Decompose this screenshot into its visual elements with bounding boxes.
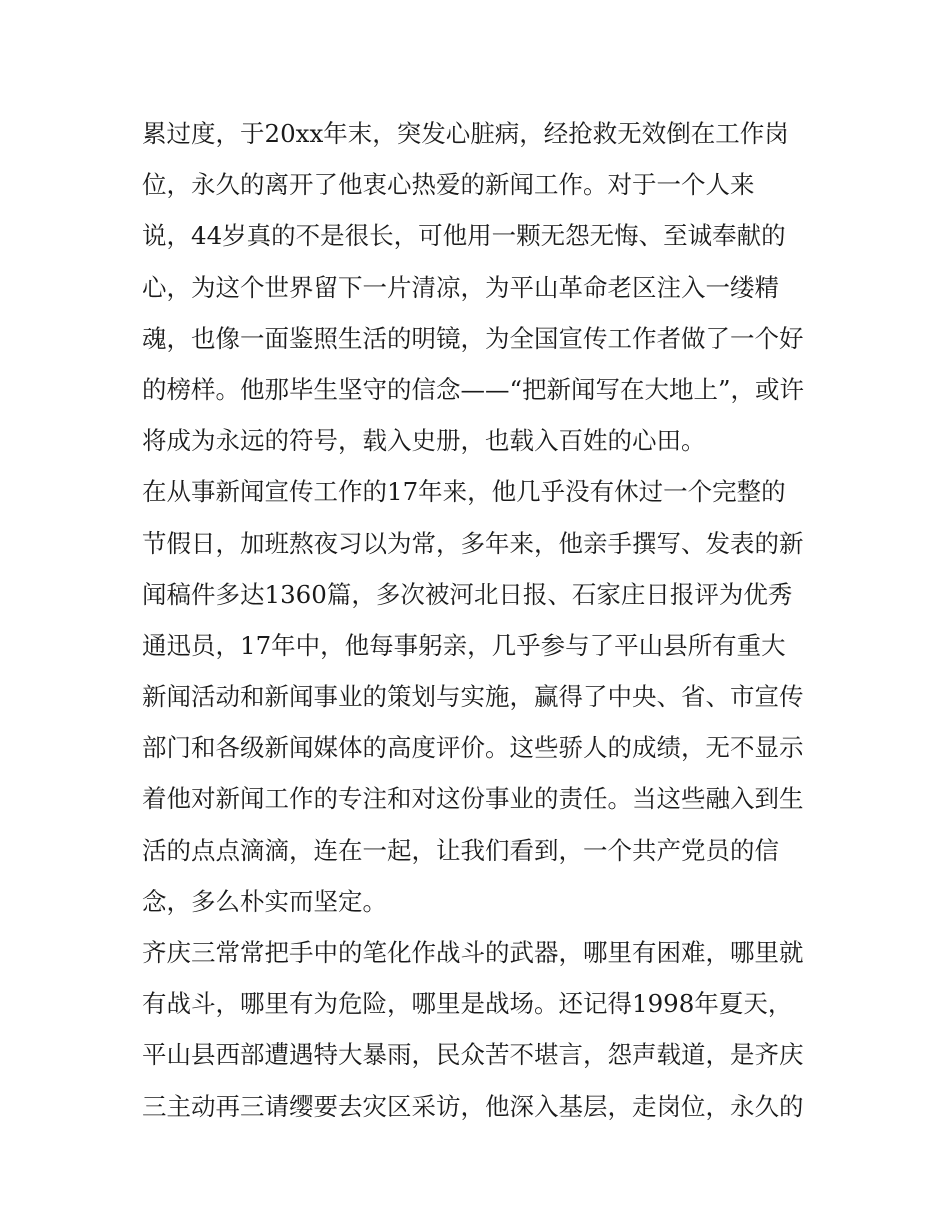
text-line: 魂，也像一面鉴照生活的明镜，为全国宣传工作者做了一个好 (142, 323, 804, 353)
text-line: 在从事新闻宣传工作的17年来，他几乎没有休过一个完整的 (142, 477, 786, 507)
text-line: 将成为永远的符号，载入史册，也载入百姓的心田。 (142, 426, 706, 456)
text-line: 说，44岁真的不是很长，可他用一颗无怨无悔、至诚奉献的 (142, 221, 786, 251)
text-line: 部门和各级新闻媒体的高度评价。这些骄人的成绩，无不显示 (142, 733, 804, 763)
text-line: 三主动再三请缨要去灾区采访，他深入基层，走岗位，永久的 (142, 1091, 804, 1121)
text-line: 闻稿件多达1360篇，多次被河北日报、石家庄日报评为优秀 (142, 579, 793, 609)
text-line: 累过度，于20xx年末，突发心脏病，经抢救无效倒在工作岗 (142, 119, 789, 148)
text-line: 通迅员，17年中，他每事躬亲，几乎参与了平山县所有重大 (142, 630, 786, 660)
text-line: 活的点点滴滴，连在一起，让我们看到，一个共产党员的信 (142, 835, 779, 865)
text-line: 平山县西部遭遇特大暴雨，民众苦不堪言，怨声载道，是齐庆 (142, 1040, 804, 1070)
text-line: 节假日，加班熬夜习以为常，多年来，他亲手撰写、发表的新 (142, 528, 804, 558)
text-line: 有战斗，哪里有为危险，哪里是战场。还记得1998年夏天， (142, 989, 793, 1019)
text-line: 着他对新闻工作的专注和对这份事业的责任。当这些融入到生 (142, 784, 804, 814)
text-line: 念，多么朴实而坚定。 (142, 886, 387, 916)
text-line: 位，永久的离开了他衷心热爱的新闻工作。对于一个人来 (142, 170, 755, 200)
text-line: 新闻活动和新闻事业的策划与实施，赢得了中央、省、市宣传 (142, 682, 804, 712)
body-text (142, 108, 842, 1132)
text-line: 心，为这个世界留下一片清凉，为平山革命老区注入一缕精 (142, 272, 779, 302)
text-line: 的榜样。他那毕生坚守的信念——“把新闻写在大地上”，或许 (142, 374, 805, 404)
text-line: 齐庆三常常把手中的笔化作战斗的武器，哪里有困难，哪里就 (142, 938, 804, 967)
